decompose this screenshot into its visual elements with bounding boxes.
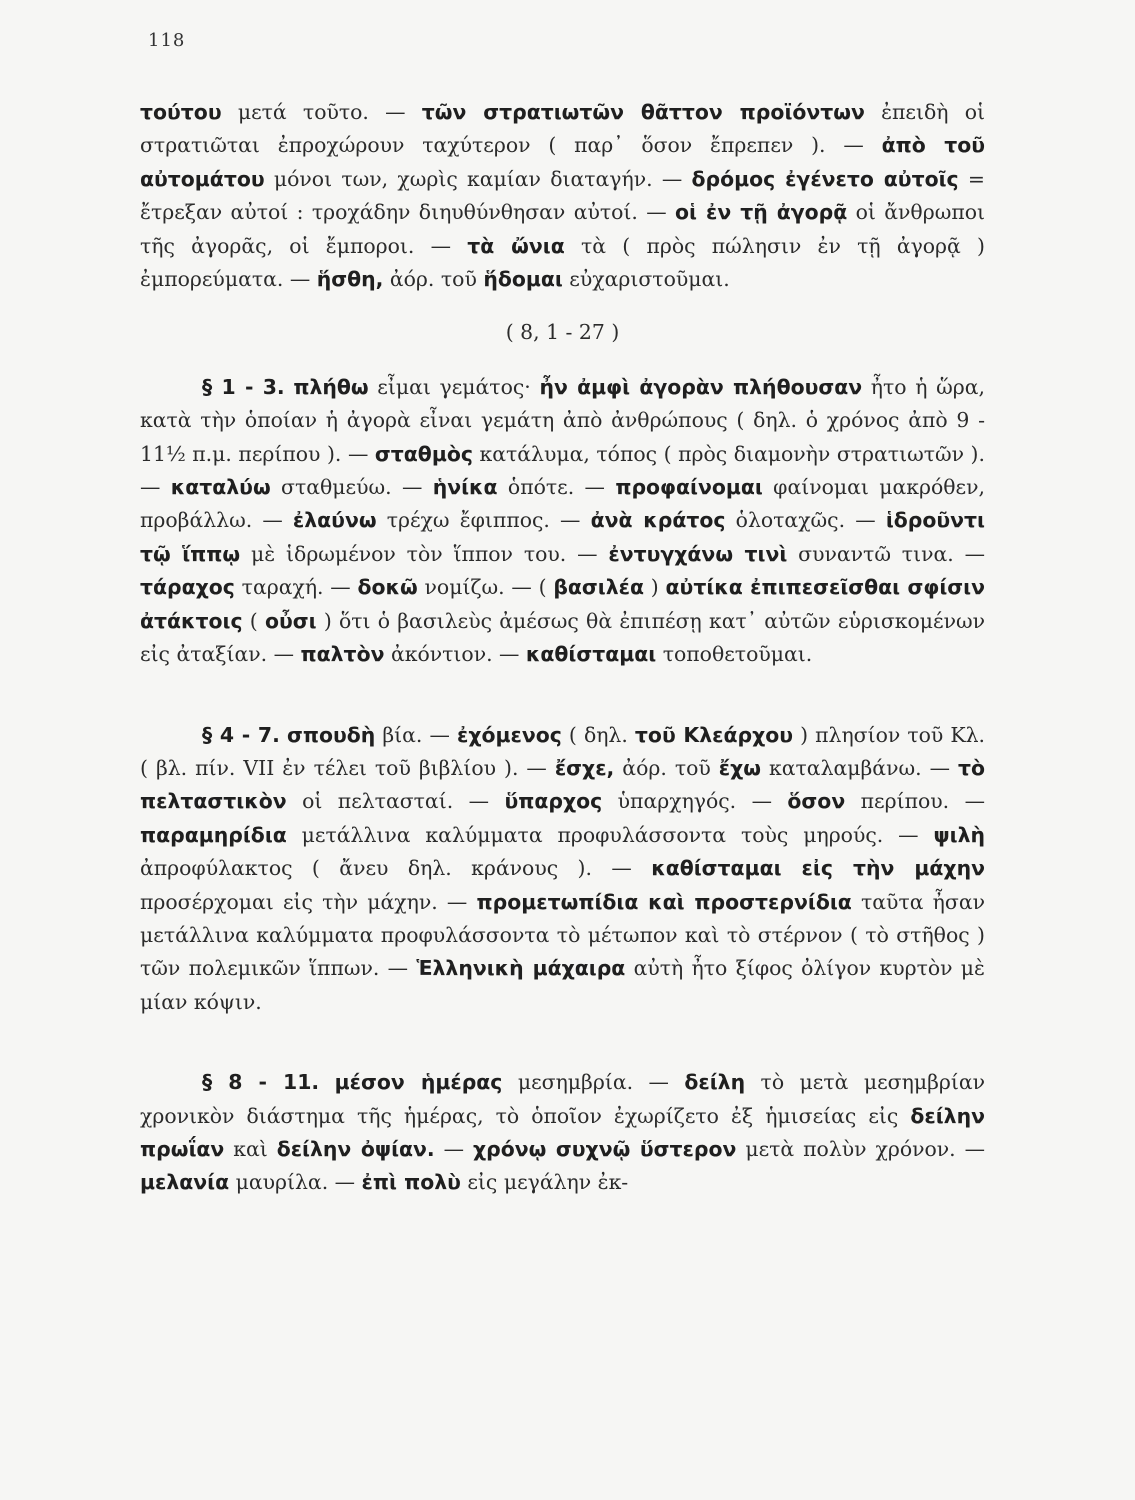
gloss-text: φαίνομαι μακρόθεν, προβάλλω. — [140,475,985,533]
lemma-term: ἐντυγχάνω τινὶ [608,541,788,566]
gloss-text: μετάλλινα καλύμματα προφυλάσσοντα τοὺς μηρούς. — [286,822,934,847]
lemma-term: οὖσι [264,608,317,633]
gloss-text: ( [242,608,265,633]
lemma-term: ἔχω [718,755,762,780]
lemma-term: τῶν στρατιωτῶν θᾶττον προϊόντων [421,100,865,124]
lemma-term: τὸ πελταστικὸν [140,755,985,814]
gloss-text: οἱ πελτασταί. — [286,789,505,814]
gloss-text: βία. — [375,722,457,747]
lemma-term: ἐλαύνω [292,508,377,533]
gloss-text: ἀπροφύλακτος ( ἄνευ δηλ. κράνους ). — [140,856,652,881]
lemma-term: τὰ ὤνια [467,233,565,258]
gloss-text: τοποθετοῦμαι. [656,642,813,667]
lemma-term: προμετωπίδια καὶ προστερνίδια [476,889,852,914]
lemma-term: βασιλέα [553,575,645,600]
gloss-text: μαυρίλα. — [229,1170,362,1195]
lemma-term: ἐπὶ πολὺ [361,1170,461,1195]
lemma-term: καθίσταμαι εἰς τὴν μάχην [651,856,985,881]
lemma-term: ἡνίκα [432,475,498,500]
lemma-term: σταθμὸς [374,441,473,466]
lemma-term: ἀνὰ κράτος [590,508,726,533]
gloss-text: ( δηλ. [561,722,635,747]
gloss-text: — [434,1136,473,1161]
gloss-text: τὰ ( πρὸς πώλησιν ἐν τῇ ἀγορᾷ ) ἐμπορεύματα. — [140,233,985,292]
gloss-text: μετὰ πολὺν χρόνον. — [736,1136,985,1161]
gloss-text: κατάλυμα, τόπος ( πρὸς διαμονὴν στρατιωτῶν ). — [140,441,985,500]
lemma-term: καθίσταμαι [525,642,657,667]
lemma-term: δείλην πρωΐαν [140,1103,985,1161]
gloss-text: ταραχή. — [234,575,358,600]
gloss-text: ἦτο ἡ ὥρα, κατὰ τὴν ὁποίαν ἡ ἀγορὰ εἶναι γεμάτη ἀπὸ ἀνθρώπους ( δηλ. ὁ χρόνος ἀπὸ 9 - 11½ π.μ. περίπου ). — [140,374,986,466]
lemma-term: ἀπὸ τοῦ αὐτομάτου [140,133,985,191]
lemma-term: χρόνῳ συχνῷ ὕστερον [472,1136,737,1161]
gloss-text: ὁλοταχῶς. — [725,508,886,533]
gloss-text: ) πλησίον τοῦ Κλ. ( βλ. πίν. VII ἐν τέλει τοῦ βιβλίου ). — [140,722,985,780]
lemma-term: παλτὸν [300,642,385,667]
gloss-text: ἀόρ. τοῦ [383,267,484,292]
paragraph-section-8-11 [140,1066,985,1200]
gloss-text: ταῦτα ἦσαν μετάλλινα καλύμματα προφυλάσσοντα τὸ μέτωπον καὶ τὸ στέρνον ( τὸ στῆθος ) τῶν πολεμικῶν ἵππων. — [140,889,985,981]
lemma-term: Ἑλληνικὴ μάχαιρα [416,956,626,981]
gloss-text [280,723,287,747]
paragraph-section-4-7 [140,719,985,1020]
gloss-text: νομίζω. — ( [417,575,554,600]
paragraph-spacer [140,1019,985,1066]
lemma-term: παραμηρίδια [140,822,287,847]
gloss-text: ἀκόντιον. — [384,642,526,667]
lemma-term: ἱδροῦντι τῷ ἵππῳ [140,508,985,566]
lemma-term: προφαίνομαι [615,475,763,500]
commentary-text [140,96,985,1200]
gloss-text [319,1070,334,1094]
lemma-term: τοῦ Κλεάρχου [634,722,793,747]
gloss-text: προσέρχομαι εἰς τὴν μάχην. — [140,889,477,914]
lemma-term: ὅσον [787,789,846,814]
gloss-text: καταλαμβάνω. — [761,755,958,780]
lemma-term: αὐτίκα ἐπιπεσεῖσθαι σφίσιν ἀτάκτοις [140,575,986,633]
lemma-term: καταλύω [170,475,271,500]
lemma-term: ἦν ἀμφὶ ἀγορὰν πλήθουσαν [539,374,863,399]
lemma-term: § 1 - 3. [202,374,285,399]
lemma-term: δρόμος ἐγένετο αὐτοῖς [691,166,959,191]
gloss-text: αὐτὴ ἦτο ξίφος ὀλίγον κυρτὸν μὲ μίαν κόψιν. [140,956,986,1014]
lemma-term: ἥδομαι [483,267,563,292]
gloss-text: καὶ [224,1136,277,1161]
lemma-term: οἱ ἐν τῇ ἀγορᾷ [675,200,848,225]
gloss-text: = ἔτρεξαν αὐτοί : τροχάδην διηυθύνθησαν αὐτοί. — [140,166,985,225]
gloss-text: μόνοι των, χωρὶς καμίαν διαταγήν. — [264,166,692,191]
gloss-text: εὐχαριστοῦμαι. [562,267,730,292]
gloss-text: εἶμαι γεμάτος· [368,374,540,399]
paragraph-commentary-intro [140,96,985,296]
lemma-term: δείλην ὀψίαν. [276,1136,435,1161]
gloss-text: μὲ ἱδρωμένον τὸν ἵππον του. — [240,541,609,566]
gloss-text: ) ὅτι ὁ βασιλεὺς ἀμέσως θὰ ἐπιπέσῃ κατ᾽ αὐτῶν εὑρισκομένων εἰς ἀταξίαν. — [140,608,985,667]
gloss-text: μετά τοῦτο. — [221,100,422,124]
lemma-term: δείλη [684,1070,746,1095]
lemma-term: ὕπαρχος [504,789,603,814]
gloss-text: ὁπότε. — [497,475,616,500]
gloss-text: ) [644,575,666,600]
lemma-term: σπουδὴ [286,722,376,747]
gloss-text: εἰς μεγάλην ἐκ- [460,1170,629,1195]
lemma-term: πλήθω [293,374,369,399]
gloss-text: τρέχω ἔφιππος. — [376,508,591,533]
lemma-term: τάραχος [140,575,235,600]
gloss-text: οἱ ἄνθρωποι τῆς ἀγορᾶς, οἱ ἔμποροι. — [140,200,985,258]
lemma-term: § 4 - 7. [202,722,280,747]
lemma-term: ἥσθη, [316,267,384,292]
section-heading-8-1-27 [140,316,985,349]
paragraph-section-1-3 [140,371,985,672]
gloss-text: ( 8, 1 - 27 ) [505,320,620,345]
page-number: 118 [148,30,186,51]
lemma-term: δοκῶ [357,575,418,600]
lemma-term: μελανία [140,1170,230,1195]
gloss-text: μεσημβρία. — [502,1070,685,1095]
lemma-term: ἐχόμενος [456,722,562,747]
gloss-text: ἐπειδὴ οἱ στρατιῶται ἐπροχώρουν ταχύτερον ( παρ᾽ ὅσον ἔπρεπεν ). — [140,100,985,158]
gloss-text: σταθμεύω. — [270,475,433,500]
gloss-text: περίπου. — [845,789,985,814]
gloss-text: συναντῶ τινα. — [787,541,985,566]
lemma-term: τούτου [140,100,222,124]
gloss-text: ἀόρ. τοῦ [614,755,719,780]
lemma-term: μέσον ἡμέρας [334,1070,503,1095]
lemma-term: ἔσχε, [554,755,615,780]
lemma-term: ψιλὴ [933,822,985,847]
paragraph-spacer [140,672,985,719]
gloss-text: ὑπαρχηγός. — [602,789,788,814]
gloss-text: τὸ μετὰ μεσημβρίαν χρονικὸν διάστημα τῆς ἡμέρας, τὸ ὁποῖον ἐχωρίζετο ἐξ ἡμισείας εἰς [140,1070,986,1128]
lemma-term: § 8 - 11. [202,1070,320,1095]
